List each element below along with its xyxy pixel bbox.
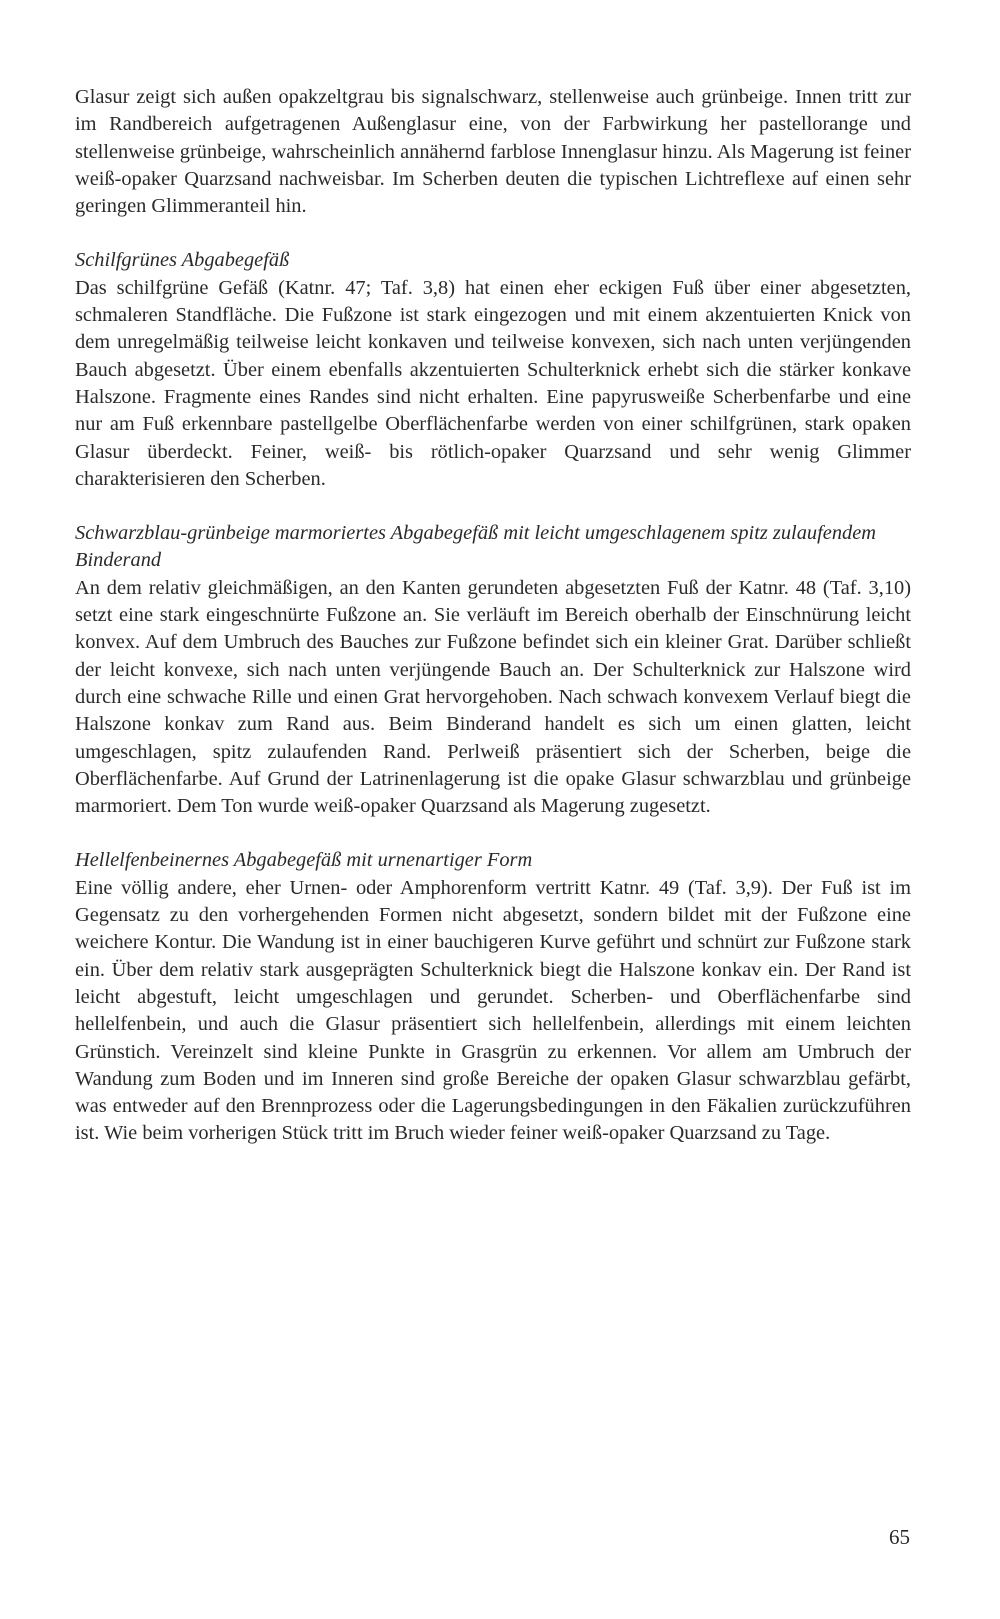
paragraph-schwarzblau: An dem relativ gleichmäßigen, an den Kanten gerundeten abgesetzten Fuß der Katnr. 48 (Taf. 3,10) setzt eine stark eingeschnürte Fußzone an. Sie verläuft im Bereich oberhalb der Einschnürung leicht konvex. Auf dem Umbruch des Bauches zur Fußzone befindet sich ein kleiner Grat. Darüber schließt der leicht konvexe, sich nach unten verjüngende Bauch an. Der Schulterknick zur Halszone wird durch eine schwache Rille und einen Grat hervorgehoben. Nach schwach konvexem Verlauf biegt die Halszone konkav zum Rand aus. Beim Binderand handelt es sich um einen glatten, leicht umgeschlagen, spitz zulaufenden Rand. Perlweiß präsentiert sich der Scherben, beige die Oberflächenfarbe. Auf Grund der Latrinenlagerung ist die opake Glasur schwarzblau und grünbeige marmoriert. Dem Ton wurde weiß-opaker Quarzsand als Magerung zugesetzt. [75, 576, 911, 818]
section-gap [75, 820, 911, 847]
paragraph-intro: Glasur zeigt sich außen opakzeltgrau bis signalschwarz, stellenweise auch grünbeige. Innen tritt zur im Randbereich aufgetragenen Außenglasur eine, von der Farbwirkung her pastellorange und stellenweise grünbeige, wahrscheinlich annähernd farblose Innenglasur hinzu. Als Magerung ist feiner weiß-opaker Quarzsand nachweisbar. Im Scherben deuten die typischen Lichtreflexe auf einen sehr geringen Glimmeranteil hin. [75, 86, 911, 218]
section-heading-hellelfenbein: Hellelfenbeinernes Abgabegefäß mit urnenartiger Form [75, 849, 533, 872]
paragraph-hellelfenbein: Eine völlig andere, eher Urnen- oder Amphorenform vertritt Katnr. 49 (Taf. 3,9). Der Fuß ist im Gegensatz zu den vorhergehenden Formen nicht abgesetzt, sondern bildet mit der Fußzone eine weichere Kontur. Die Wandung ist in einer bauchigeren Kurve geführt und schnürt zur Fußzone stark ein. Über dem relativ stark ausgeprägten Schulterknick biegt die Halszone konkav ein. Der Rand ist leicht abgestuft, leicht umgeschlagen und gerundet. Scherben- und Oberflächenfarbe sind hellelfenbein, und auch die Glasur präsentiert sich hellelfenbein, allerdings mit einem leichten Grünstich. Vereinzelt sind kleine Punkte in Grasgrün zu erkennen. Vor allem am Umbruch der Wandung zum Boden und im Inneren sind große Bereiche der opaken Glasur schwarzblau gefärbt, was entweder auf den Brennprozess oder die Lagerungsbedingungen in den Fäkalien zurückzuführen ist. Wie beim vorherigen Stück tritt im Bruch wieder feiner weiß-opaker Quarzsand zu Tage. [75, 876, 911, 1145]
section-gap [75, 493, 911, 520]
section-gap [75, 220, 911, 247]
page-number: 65 [889, 1525, 910, 1549]
section-heading-schwarzblau: Schwarzblau-grünbeige marmoriertes Abgabegefäß mit leicht umgeschlagenem spitz zulaufendem Binderand [75, 522, 876, 572]
section-heading-schilfgruen: Schilfgrünes Abgabegefäß [75, 249, 290, 272]
paragraph-schilfgruen: Das schilfgrüne Gefäß (Katnr. 47; Taf. 3,8) hat einen eher eckigen Fuß über einer abgesetzten, schmaleren Standfläche. Die Fußzone ist stark eingezogen und mit einem akzentuierten Knick von dem unregelmäßig teilweise leicht konkaven und teilweise konvexen, sich nach unten verjüngenden Bauch abgesetzt. Über einem ebenfalls akzentuierten Schulterknick erhebt sich die stärker konkave Halszone. Fragmente eines Randes sind nicht erhalten. Eine papyrusweiße Scherbenfarbe und eine nur am Fuß erkennbare pastellgelbe Oberflächenfarbe werden von einer schilfgrünen, stark opaken Glasur überdeckt. Feiner, weiß- bis rötlich-opaker Quarzsand und sehr wenig Glimmer charakterisieren den Scherben. [75, 276, 911, 490]
page-body [75, 84, 911, 1148]
